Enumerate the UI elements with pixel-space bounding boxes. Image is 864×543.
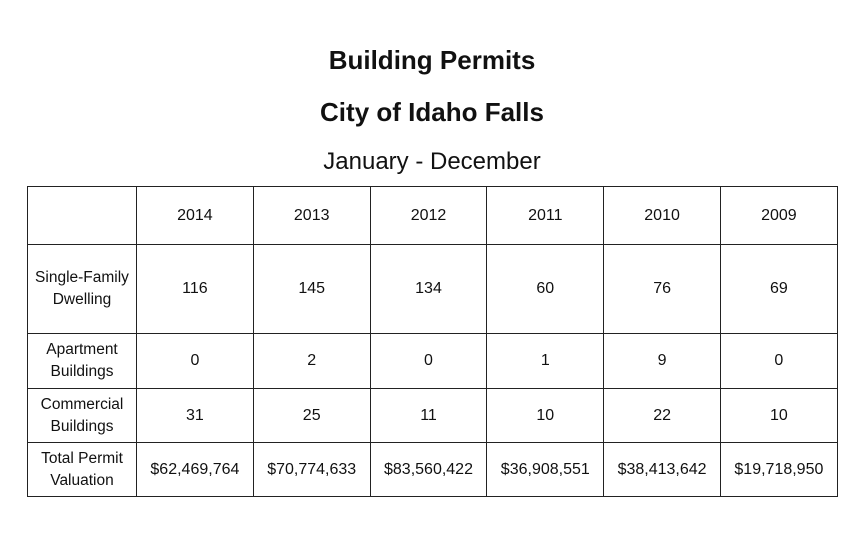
- table-cell: 2: [253, 334, 370, 389]
- year-header-2012: 2012: [370, 187, 487, 245]
- table-row-single-family: [28, 245, 838, 334]
- table-cell: 60: [487, 245, 604, 334]
- table-row-apartment: [28, 334, 838, 389]
- table-cell: 22: [604, 389, 721, 443]
- table-cell: 145: [253, 245, 370, 334]
- table-cell: 0: [720, 334, 837, 389]
- row-label: Total Permit Valuation: [28, 443, 137, 497]
- corner-cell: [28, 187, 137, 245]
- row-label: Single-Family Dwelling: [28, 245, 137, 334]
- table-cell: 9: [604, 334, 721, 389]
- permits-table: [27, 186, 838, 497]
- table-cell: 25: [253, 389, 370, 443]
- year-header-2011: 2011: [487, 187, 604, 245]
- table-cell: $62,469,764: [137, 443, 254, 497]
- page-title: Building Permits: [328, 45, 536, 75]
- year-header-2014: 2014: [137, 187, 254, 245]
- table-cell: 10: [487, 389, 604, 443]
- year-header-2013: 2013: [253, 187, 370, 245]
- table-cell: 0: [370, 334, 487, 389]
- page-subtitle: City of Idaho Falls: [320, 97, 544, 127]
- year-header-2009: 2009: [720, 187, 837, 245]
- year-header-2010: 2010: [604, 187, 721, 245]
- table-cell: $70,774,633: [253, 443, 370, 497]
- table-cell: 0: [137, 334, 254, 389]
- table-cell: 11: [370, 389, 487, 443]
- table-cell: 69: [720, 245, 837, 334]
- table-cell: 31: [137, 389, 254, 443]
- table-cell: 76: [604, 245, 721, 334]
- table-cell: $19,718,950: [720, 443, 837, 497]
- table-header-row: [28, 187, 838, 245]
- table-cell: $36,908,551: [487, 443, 604, 497]
- table-cell: $38,413,642: [604, 443, 721, 497]
- table-row-valuation: [28, 443, 838, 497]
- table-cell: 10: [720, 389, 837, 443]
- table-cell: 116: [137, 245, 254, 334]
- period-label: January - December: [323, 148, 541, 175]
- table-cell: 134: [370, 245, 487, 334]
- table-row-commercial: [28, 389, 838, 443]
- table-cell: 1: [487, 334, 604, 389]
- table-cell: $83,560,422: [370, 443, 487, 497]
- row-label: Apartment Buildings: [28, 334, 137, 389]
- row-label: Commercial Buildings: [28, 389, 137, 443]
